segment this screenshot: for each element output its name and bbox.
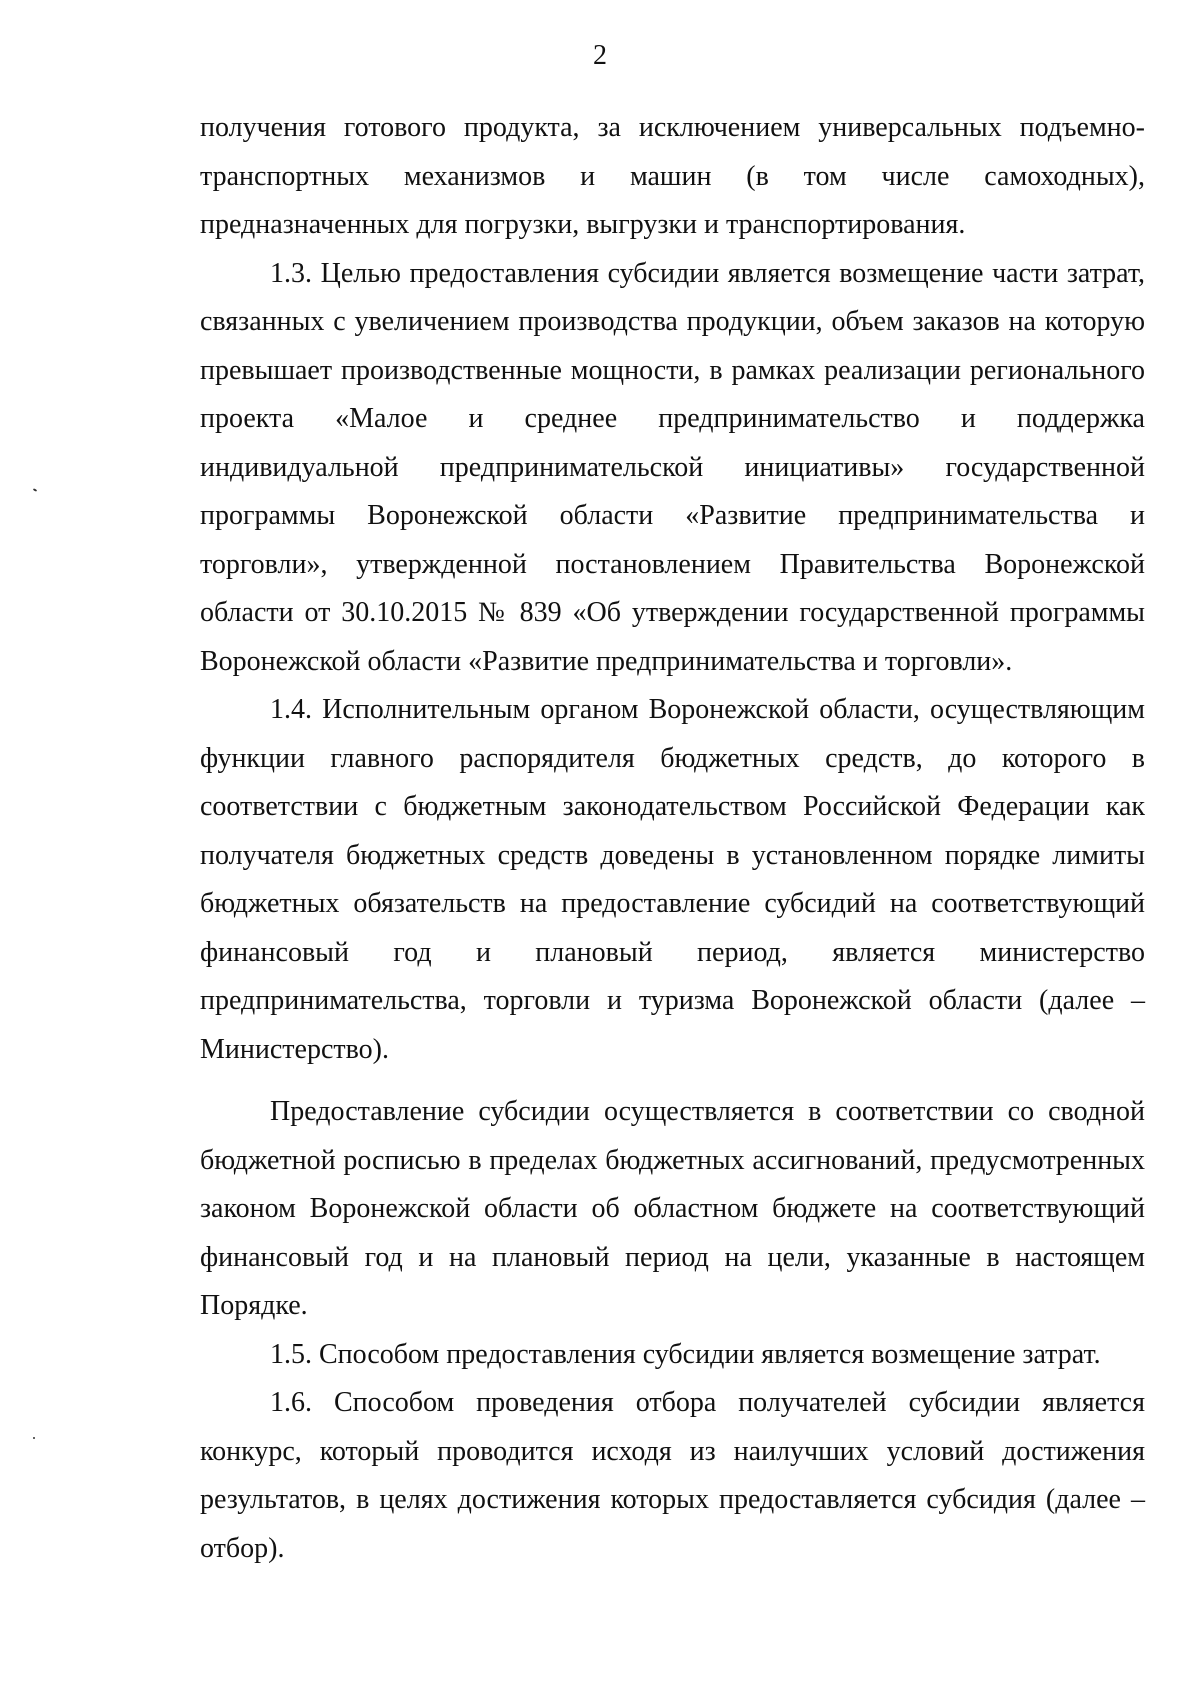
paragraph-continuation: получения готового продукта, за исключением универсальных подъемно-транспортных механизмов и машин (в том числе самоходных), предназначенных для погрузки, выгрузки и транспортирования. [200,112,1145,240]
paragraph-1-4: 1.4. Исполнительным органом Воронежской области, осуществляющим функции главного распорядителя бюджетных средств, до которого в соответствии с бюджетным законодательством Российской Федерации как получателя бюджетных средств доведены в установленном порядке лимиты бюджетных обязательств на предоставление субсидий на соответствующий финансовый год и плановый период, является министерство предпринимательства, торговли и туризма Воронежской области (далее – Министерство). [200,694,1145,1065]
page-number: 2 [593,40,607,71]
paragraph-1-3: 1.3. Целью предоставления субсидии является возмещение части затрат, связанных с увеличением производства продукции, объем заказов на которую превышает производственные мощности, в рамках реализации регионального проекта «Малое и среднее предпринимательство и поддержка индивидуальной предпринимательской инициативы» государственной программы Воронежской области «Развитие предпринимательства и торговли», утвержденной постановлением Правительства Воронежской области от 30.10.2015 № 839 «Об утверждении государственной программы Воронежской области «Развитие предпринимательства и торговли». [200,257,1145,677]
scan-speck [33,1437,35,1439]
paragraph-budget-allocation: Предоставление субсидии осуществляется в соответствии со сводной бюджетной росписью в пределах бюджетных ассигнований, предусмотренных законом Воронежской области об областном бюджете на соответствующий финансовый год и на плановый период на цели, указанные в настоящем Порядке. [200,1096,1145,1321]
scan-speck [33,488,37,492]
paragraph-1-6: 1.6. Способом проведения отбора получателей субсидии является конкурс, который проводится исходя из наилучших условий достижения результатов, в целях достижения которых предоставляется субсидия (далее – отбор). [200,1387,1145,1564]
document-body [200,104,1145,1573]
paragraph-1-5: 1.5. Способом предоставления субсидии является возмещение затрат. [270,1338,1101,1370]
